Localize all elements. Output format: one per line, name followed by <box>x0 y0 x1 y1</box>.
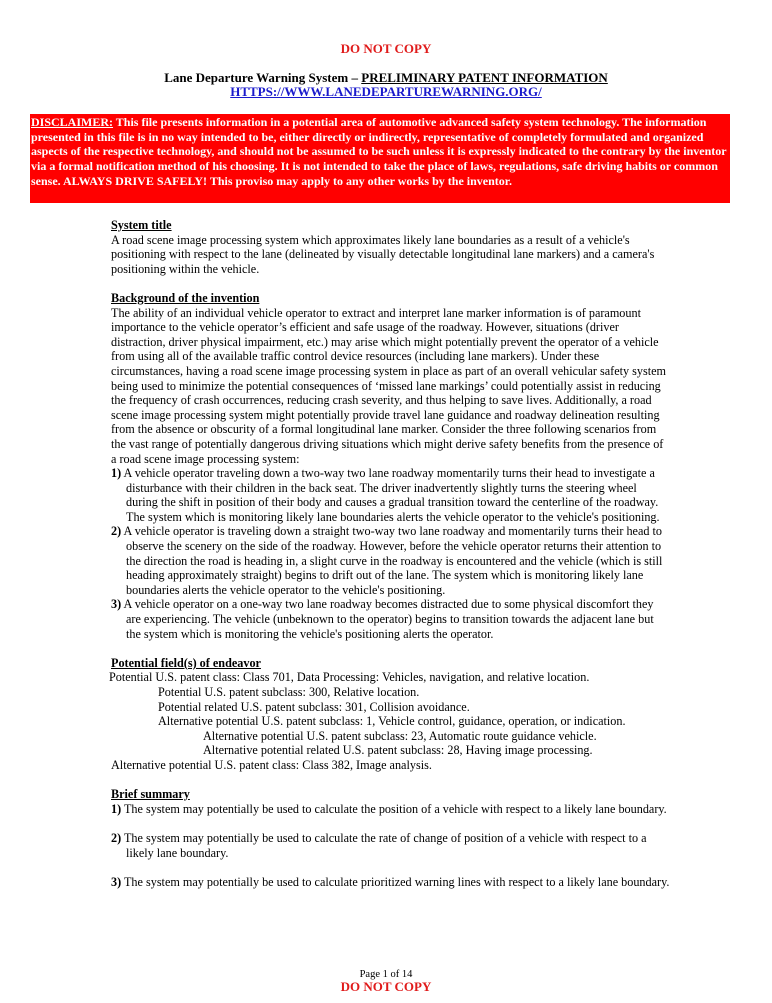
field-line: Alternative potential U.S. patent subclass: 1, Vehicle control, guidance, operation, or indication. <box>158 714 626 729</box>
fields-heading: Potential field(s) of endeavor <box>111 655 261 670</box>
background-body: The ability of an individual vehicle operator to extract and interpret lane marker information is of paramount importance to the vehicle operator’s efficient and safe usage of the roadway. However, situations (driver distraction, driver physical impairment, etc.) may arise which might potentially prevent the operator of a vehicle from using all of the available traffic control device resources (including lane markers). Under these circumstances, having a road scene image processing system in place as part of an overall vehicular safety system being used to minimize the potential consequences of ‘missed lane markings’ could potentially assist in reducing the frequency of crash occurrences, reducing crash severity, and thus helping to save lives. Additionally, a road scene image processing system might potentially provide travel lane guidance and roadway delineation resulting from the absence or obscurity of a formal longitudinal lane marker. Consider the three following scenarios from the vast range of potentially dangerous driving situations which might derive safety benefits from the presence of a road scene image processing system: <box>111 305 667 466</box>
disclaimer-box <box>30 114 730 203</box>
do-not-copy-header: DO NOT COPY <box>340 41 432 56</box>
field-line: Alternative potential related U.S. patent subclass: 28, Having image processing. <box>203 743 593 758</box>
summary-heading: Brief summary <box>111 787 190 802</box>
scenario-item: 1) A vehicle operator traveling down a two-way two lane roadway momentarily turns their head to investigate a disturbance with their children in the back seat. The driver inadvertently slightly turns the steering wheel during the shift in position of their body and causes a gradual transition toward the centerline of the roadway. The system which is monitoring likely lane boundaries alerts the vehicle operator to the vehicle's positioning. <box>111 466 660 524</box>
disclaimer-label: DISCLAIMER: <box>31 115 114 129</box>
field-line: Potential U.S. patent subclass: 300, Relative location. <box>158 685 420 699</box>
summary-item: 3) The system may potentially be used to calculate prioritized warning lines with respect to a likely lane boundary. <box>111 874 670 889</box>
scenario-item: 2) A vehicle operator is traveling down a straight two-way two lane roadway and momentarily turns their head to observe the scenery on the side of the roadway. However, before the vehicle operator returns their attention to the direction the road is heading in, a slight curve in the roadway is encountered and the vehicle (which is still heading approximately straight) begins to drift out of the lane. The system which is monitoring likely lane boundaries alerts the vehicle operator to the vehicle's positioning. <box>111 524 663 597</box>
url-line <box>0 85 772 100</box>
page-number: Page 1 of 14 <box>359 969 413 980</box>
field-line: Alternative potential U.S. patent class: Class 382, Image analysis. <box>111 757 432 772</box>
title-emphasis: PRELIMINARY PATENT INFORMATION <box>361 70 608 85</box>
field-line: Alternative potential U.S. patent subclass: 23, Automatic route guidance vehicle. <box>203 728 597 743</box>
disclaimer-text: This file presents information in a potential area of automotive advanced safety system technology. The information presented in this file is in no way intended to be, either directly or indirectly, representative of completely formulated and organized aspects of the respective technology, and should not be assumed to be such unless it is expressly indicated to the contrary by the inventor via a formal notification method of his choosing. It is not intended to take the place of laws, regulations, safe driving habits or common sense. ALWAYS DRIVE SAFELY! This proviso may apply to any other works by the inventor. <box>31 115 727 188</box>
system-title-heading: System title <box>111 218 172 232</box>
background-heading: Background of the invention <box>111 290 260 305</box>
title-prefix: Lane Departure Warning System – <box>164 70 362 85</box>
field-line: Potential U.S. patent class: Class 701, Data Processing: Vehicles, navigation, and relative location. <box>109 670 590 685</box>
system-title-body: A road scene image processing system which approximates likely lane boundaries as a result of a vehicle's positioning with respect to the lane (delineated by visually detectable longitudinal lane markers) and a camera's positioning within the vehicle. <box>111 232 655 276</box>
field-line: Potential related U.S. patent subclass: 301, Collision avoidance. <box>158 699 470 714</box>
document-body <box>111 218 671 889</box>
scenario-item: 3) A vehicle operator on a one-way two lane roadway becomes distracted due to some physical discomfort they are experiencing. The vehicle (unbeknown to the operator) begins to transition towards the adjacent lane but the system which is monitoring the vehicle's positioning alerts the operator. <box>111 597 654 641</box>
do-not-copy-footer: DO NOT COPY <box>340 979 432 994</box>
website-link[interactable]: HTTPS://WWW.LANEDEPARTUREWARNING.ORG/ <box>230 84 542 99</box>
summary-item: 2) The system may potentially be used to calculate the rate of change of position of a vehicle with respect to a likely lane boundary. <box>111 830 647 860</box>
summary-item: 1) The system may potentially be used to calculate the position of a vehicle with respect to a likely lane boundary. <box>111 801 667 816</box>
